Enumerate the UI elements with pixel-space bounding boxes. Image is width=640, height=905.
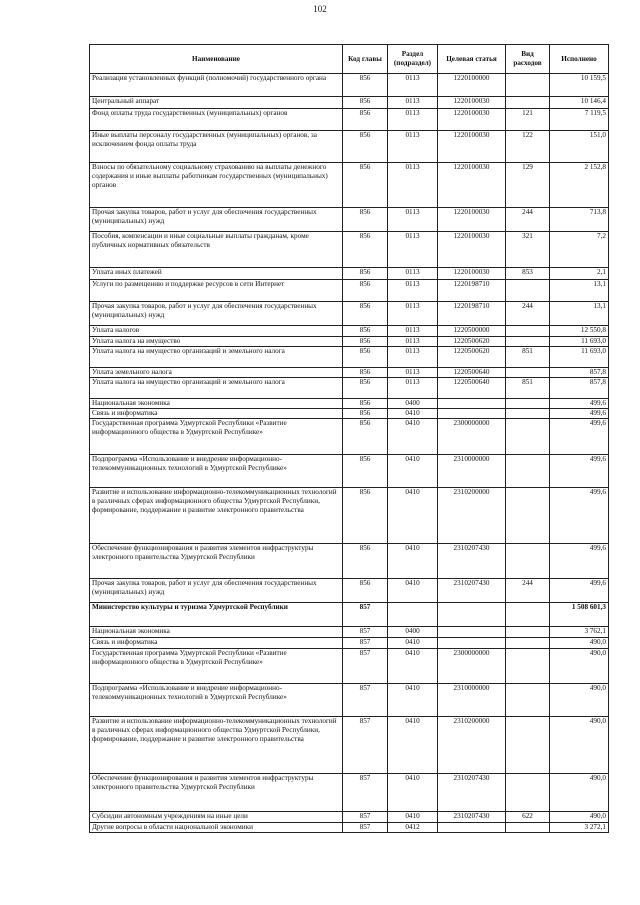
- cell-section: 0113: [388, 337, 438, 347]
- cell-section: 0113: [388, 368, 438, 378]
- cell-target: 1220100030: [438, 131, 506, 163]
- expenditure-table: [89, 44, 609, 833]
- header-type: Вид расходов: [506, 45, 550, 74]
- cell-type: [506, 717, 550, 774]
- table-row: [90, 627, 609, 638]
- cell-code: 857: [343, 812, 388, 823]
- cell-type: 851: [506, 378, 550, 399]
- cell-target: 1220100030: [438, 268, 506, 280]
- cell-name: Национальная экономика: [90, 399, 343, 409]
- cell-name: Взносы по обязательному социальному страхованию на выплаты денежного содержания и иные выплаты работникам государственных (муниципальных) органов: [90, 163, 343, 208]
- cell-type: [506, 774, 550, 812]
- cell-name: Государственная программа Удмуртской Республики «Развитие информационного общества в Удмуртской Республике»: [90, 419, 343, 455]
- table-row: [90, 208, 609, 232]
- cell-target: 1220100030: [438, 163, 506, 208]
- table-row: [90, 368, 609, 378]
- table-row: [90, 638, 609, 649]
- table-row: [90, 774, 609, 812]
- cell-section: 0113: [388, 378, 438, 399]
- cell-target: [438, 823, 506, 833]
- cell-code: 857: [343, 603, 388, 627]
- table-row: [90, 74, 609, 97]
- table-body: [90, 74, 609, 833]
- cell-executed: 857,8: [550, 378, 609, 399]
- cell-type: [506, 337, 550, 347]
- cell-code: 856: [343, 131, 388, 163]
- cell-target: 2310200000: [438, 488, 506, 544]
- cell-name: Уплата налога на имущество: [90, 337, 343, 347]
- cell-target: [438, 603, 506, 627]
- cell-type: [506, 399, 550, 409]
- table-row: [90, 399, 609, 409]
- cell-section: 0113: [388, 97, 438, 109]
- cell-code: 856: [343, 378, 388, 399]
- cell-section: 0410: [388, 774, 438, 812]
- cell-name: Пособия, компенсации и иные социальные выплаты гражданам, кроме публичных нормативных обязательств: [90, 232, 343, 268]
- cell-code: 856: [343, 232, 388, 268]
- cell-name: Обеспечение функционирования и развития элементов инфраструктуры электронного правительства Удмуртской Республики: [90, 544, 343, 579]
- cell-section: 0113: [388, 347, 438, 368]
- cell-section: 0400: [388, 627, 438, 638]
- cell-section: 0410: [388, 684, 438, 717]
- cell-type: 244: [506, 208, 550, 232]
- cell-executed: 490,0: [550, 812, 609, 823]
- cell-target: 1220500620: [438, 337, 506, 347]
- cell-target: 2310207430: [438, 579, 506, 603]
- table-row: [90, 823, 609, 833]
- table-row: [90, 163, 609, 208]
- cell-type: [506, 823, 550, 833]
- table-row: [90, 268, 609, 280]
- cell-target: [438, 399, 506, 409]
- cell-executed: 10 159,5: [550, 74, 609, 97]
- table-row: [90, 131, 609, 163]
- table-row: [90, 812, 609, 823]
- cell-executed: 151,0: [550, 131, 609, 163]
- cell-executed: 490,0: [550, 774, 609, 812]
- cell-executed: 7 119,5: [550, 109, 609, 131]
- cell-section: 0113: [388, 232, 438, 268]
- cell-type: [506, 649, 550, 684]
- cell-target: 1220500620: [438, 347, 506, 368]
- table-row: [90, 603, 609, 627]
- cell-section: 0410: [388, 649, 438, 684]
- cell-name: Фонд оплаты труда государственных (муниципальных) органов: [90, 109, 343, 131]
- cell-type: [506, 326, 550, 337]
- cell-code: 856: [343, 419, 388, 455]
- cell-name: Прочая закупка товаров, работ и услуг для обеспечения государственных (муниципальных) нужд: [90, 302, 343, 326]
- table-row: [90, 97, 609, 109]
- cell-section: [388, 603, 438, 627]
- cell-type: [506, 638, 550, 649]
- cell-type: 321: [506, 232, 550, 268]
- cell-name: Министерство культуры и туризма Удмуртской Республики: [90, 603, 343, 627]
- cell-executed: 490,0: [550, 649, 609, 684]
- cell-name: Национальная экономика: [90, 627, 343, 638]
- cell-type: [506, 544, 550, 579]
- cell-executed: 2 152,8: [550, 163, 609, 208]
- cell-section: 0410: [388, 717, 438, 774]
- cell-name: Услуги по размещению и поддержке ресурсов в сети Интернет: [90, 280, 343, 302]
- cell-type: [506, 280, 550, 302]
- cell-executed: 713,8: [550, 208, 609, 232]
- cell-executed: 11 693,0: [550, 347, 609, 368]
- cell-executed: 499,6: [550, 409, 609, 419]
- cell-name: Связь и информатика: [90, 409, 343, 419]
- cell-type: [506, 97, 550, 109]
- cell-section: 0410: [388, 544, 438, 579]
- table-row: [90, 409, 609, 419]
- cell-name: Уплата иных платежей: [90, 268, 343, 280]
- cell-type: [506, 368, 550, 378]
- cell-name: Развитие и использование информационно-телекоммуникационных технологий в различных сферах информационного общества Удмуртской Республики, формирование, поддержание и развитие электронного правительства: [90, 717, 343, 774]
- cell-section: 0410: [388, 638, 438, 649]
- table-row: [90, 326, 609, 337]
- cell-target: 1220100030: [438, 109, 506, 131]
- cell-code: 856: [343, 280, 388, 302]
- cell-name: Подпрограмма «Использование и внедрение информационно-телекоммуникационных технологий в Удмуртской Республике»: [90, 455, 343, 488]
- cell-target: 2300000000: [438, 649, 506, 684]
- cell-section: 0410: [388, 419, 438, 455]
- table-header-row: [90, 45, 609, 74]
- cell-section: 0113: [388, 109, 438, 131]
- page-number: 102: [313, 4, 327, 14]
- cell-name: Подпрограмма «Использование и внедрение информационно-телекоммуникационных технологий в Удмуртской Республике»: [90, 684, 343, 717]
- cell-type: [506, 455, 550, 488]
- table-row: [90, 649, 609, 684]
- table-row: [90, 337, 609, 347]
- cell-code: 856: [343, 74, 388, 97]
- cell-code: 856: [343, 579, 388, 603]
- cell-name: Прочая закупка товаров, работ и услуг для обеспечения государственных (муниципальных) нужд: [90, 208, 343, 232]
- cell-code: 857: [343, 638, 388, 649]
- cell-section: 0412: [388, 823, 438, 833]
- cell-executed: 490,0: [550, 717, 609, 774]
- cell-code: 856: [343, 368, 388, 378]
- cell-target: 1220100030: [438, 232, 506, 268]
- cell-section: 0400: [388, 399, 438, 409]
- cell-section: 0113: [388, 208, 438, 232]
- cell-target: [438, 409, 506, 419]
- cell-type: [506, 603, 550, 627]
- table-row: [90, 579, 609, 603]
- header-executed: Исполнено: [550, 45, 609, 74]
- cell-executed: 2,1: [550, 268, 609, 280]
- cell-executed: 3 272,1: [550, 823, 609, 833]
- cell-name: Центральный аппарат: [90, 97, 343, 109]
- cell-target: 1220500640: [438, 368, 506, 378]
- cell-executed: 13,1: [550, 280, 609, 302]
- table-row: [90, 684, 609, 717]
- table-row: [90, 717, 609, 774]
- cell-executed: 857,8: [550, 368, 609, 378]
- header-code: Код главы: [343, 45, 388, 74]
- cell-section: 0113: [388, 131, 438, 163]
- cell-type: [506, 409, 550, 419]
- table-row: [90, 280, 609, 302]
- cell-executed: 10 146,4: [550, 97, 609, 109]
- cell-name: Уплата земельного налога: [90, 368, 343, 378]
- cell-section: 0113: [388, 280, 438, 302]
- table-row: [90, 109, 609, 131]
- cell-executed: 499,6: [550, 544, 609, 579]
- cell-section: 0113: [388, 326, 438, 337]
- cell-target: [438, 627, 506, 638]
- cell-target: 2310207430: [438, 544, 506, 579]
- cell-code: 856: [343, 302, 388, 326]
- cell-executed: 499,6: [550, 455, 609, 488]
- cell-name: Уплата налога на имущество организаций и земельного налога: [90, 378, 343, 399]
- cell-code: 856: [343, 109, 388, 131]
- table-row: [90, 302, 609, 326]
- cell-code: 856: [343, 399, 388, 409]
- cell-target: 1220100000: [438, 74, 506, 97]
- table-row: [90, 544, 609, 579]
- cell-type: 121: [506, 109, 550, 131]
- cell-section: 0113: [388, 74, 438, 97]
- cell-executed: 3 762,1: [550, 627, 609, 638]
- cell-target: 2310000000: [438, 455, 506, 488]
- cell-type: 853: [506, 268, 550, 280]
- cell-executed: 490,0: [550, 638, 609, 649]
- cell-name: Уплата налога на имущество организаций и земельного налога: [90, 347, 343, 368]
- table-row: [90, 419, 609, 455]
- cell-section: 0410: [388, 579, 438, 603]
- cell-code: 856: [343, 455, 388, 488]
- cell-type: [506, 488, 550, 544]
- cell-type: [506, 74, 550, 97]
- cell-name: Иные выплаты персоналу государственных (муниципальных) органов, за исключением фонда оплаты труда: [90, 131, 343, 163]
- cell-target: 1220198710: [438, 280, 506, 302]
- cell-type: 122: [506, 131, 550, 163]
- cell-name: Реализация установленных функций (полномочий) государственного органа: [90, 74, 343, 97]
- cell-target: 2310200000: [438, 717, 506, 774]
- cell-target: 2310000000: [438, 684, 506, 717]
- cell-type: 622: [506, 812, 550, 823]
- cell-name: Субсидии автономным учреждениям на иные цели: [90, 812, 343, 823]
- cell-executed: 13,1: [550, 302, 609, 326]
- cell-code: 856: [343, 268, 388, 280]
- table-row: [90, 347, 609, 368]
- cell-target: [438, 638, 506, 649]
- cell-target: 1220500640: [438, 378, 506, 399]
- cell-target: 2310207430: [438, 774, 506, 812]
- cell-type: 244: [506, 579, 550, 603]
- cell-code: 856: [343, 208, 388, 232]
- cell-executed: 1 508 601,3: [550, 603, 609, 627]
- cell-name: Развитие и использование информационно-телекоммуникационных технологий в различных сферах информационного общества Удмуртской Республики, формирование, поддержание и развитие электронного правительства: [90, 488, 343, 544]
- cell-code: 857: [343, 627, 388, 638]
- cell-name: Государственная программа Удмуртской Республики «Развитие информационного общества в Удмуртской Республике»: [90, 649, 343, 684]
- cell-executed: 12 550,8: [550, 326, 609, 337]
- cell-section: 0113: [388, 302, 438, 326]
- cell-executed: 7,2: [550, 232, 609, 268]
- cell-code: 856: [343, 409, 388, 419]
- cell-code: 856: [343, 347, 388, 368]
- cell-target: 1220100030: [438, 208, 506, 232]
- header-section: Раздел (подраздел): [388, 45, 438, 74]
- cell-type: 244: [506, 302, 550, 326]
- cell-target: 2310207430: [438, 812, 506, 823]
- cell-code: 856: [343, 337, 388, 347]
- cell-section: 0410: [388, 812, 438, 823]
- cell-target: 1220198710: [438, 302, 506, 326]
- cell-name: Связь и информатика: [90, 638, 343, 649]
- table-row: [90, 378, 609, 399]
- cell-section: 0410: [388, 488, 438, 544]
- cell-executed: 499,6: [550, 419, 609, 455]
- cell-section: 0410: [388, 455, 438, 488]
- cell-section: 0113: [388, 163, 438, 208]
- cell-code: 856: [343, 544, 388, 579]
- cell-code: 857: [343, 649, 388, 684]
- cell-executed: 499,6: [550, 579, 609, 603]
- cell-code: 856: [343, 326, 388, 337]
- cell-code: 856: [343, 488, 388, 544]
- cell-code: 857: [343, 717, 388, 774]
- cell-executed: 499,6: [550, 488, 609, 544]
- cell-name: Прочая закупка товаров, работ и услуг для обеспечения государственных (муниципальных) нужд: [90, 579, 343, 603]
- cell-code: 856: [343, 163, 388, 208]
- cell-code: 857: [343, 774, 388, 812]
- cell-name: Другие вопросы в области национальной экономики: [90, 823, 343, 833]
- cell-target: 1220100030: [438, 97, 506, 109]
- table-row: [90, 455, 609, 488]
- cell-code: 857: [343, 823, 388, 833]
- table-row: [90, 488, 609, 544]
- cell-type: [506, 419, 550, 455]
- cell-executed: 11 693,0: [550, 337, 609, 347]
- cell-code: 857: [343, 684, 388, 717]
- cell-name: Обеспечение функционирования и развития элементов инфраструктуры электронного правительства Удмуртской Республики: [90, 774, 343, 812]
- cell-target: 1220500000: [438, 326, 506, 337]
- cell-section: 0410: [388, 409, 438, 419]
- cell-code: 856: [343, 97, 388, 109]
- cell-section: 0113: [388, 268, 438, 280]
- table-row: [90, 232, 609, 268]
- cell-executed: 490,0: [550, 684, 609, 717]
- cell-name: Уплата налогов: [90, 326, 343, 337]
- cell-type: 129: [506, 163, 550, 208]
- cell-type: 851: [506, 347, 550, 368]
- header-name: Наименование: [90, 45, 343, 74]
- header-target: Целевая статья: [438, 45, 506, 74]
- cell-type: [506, 684, 550, 717]
- cell-type: [506, 627, 550, 638]
- cell-executed: 499,6: [550, 399, 609, 409]
- cell-target: 2300000000: [438, 419, 506, 455]
